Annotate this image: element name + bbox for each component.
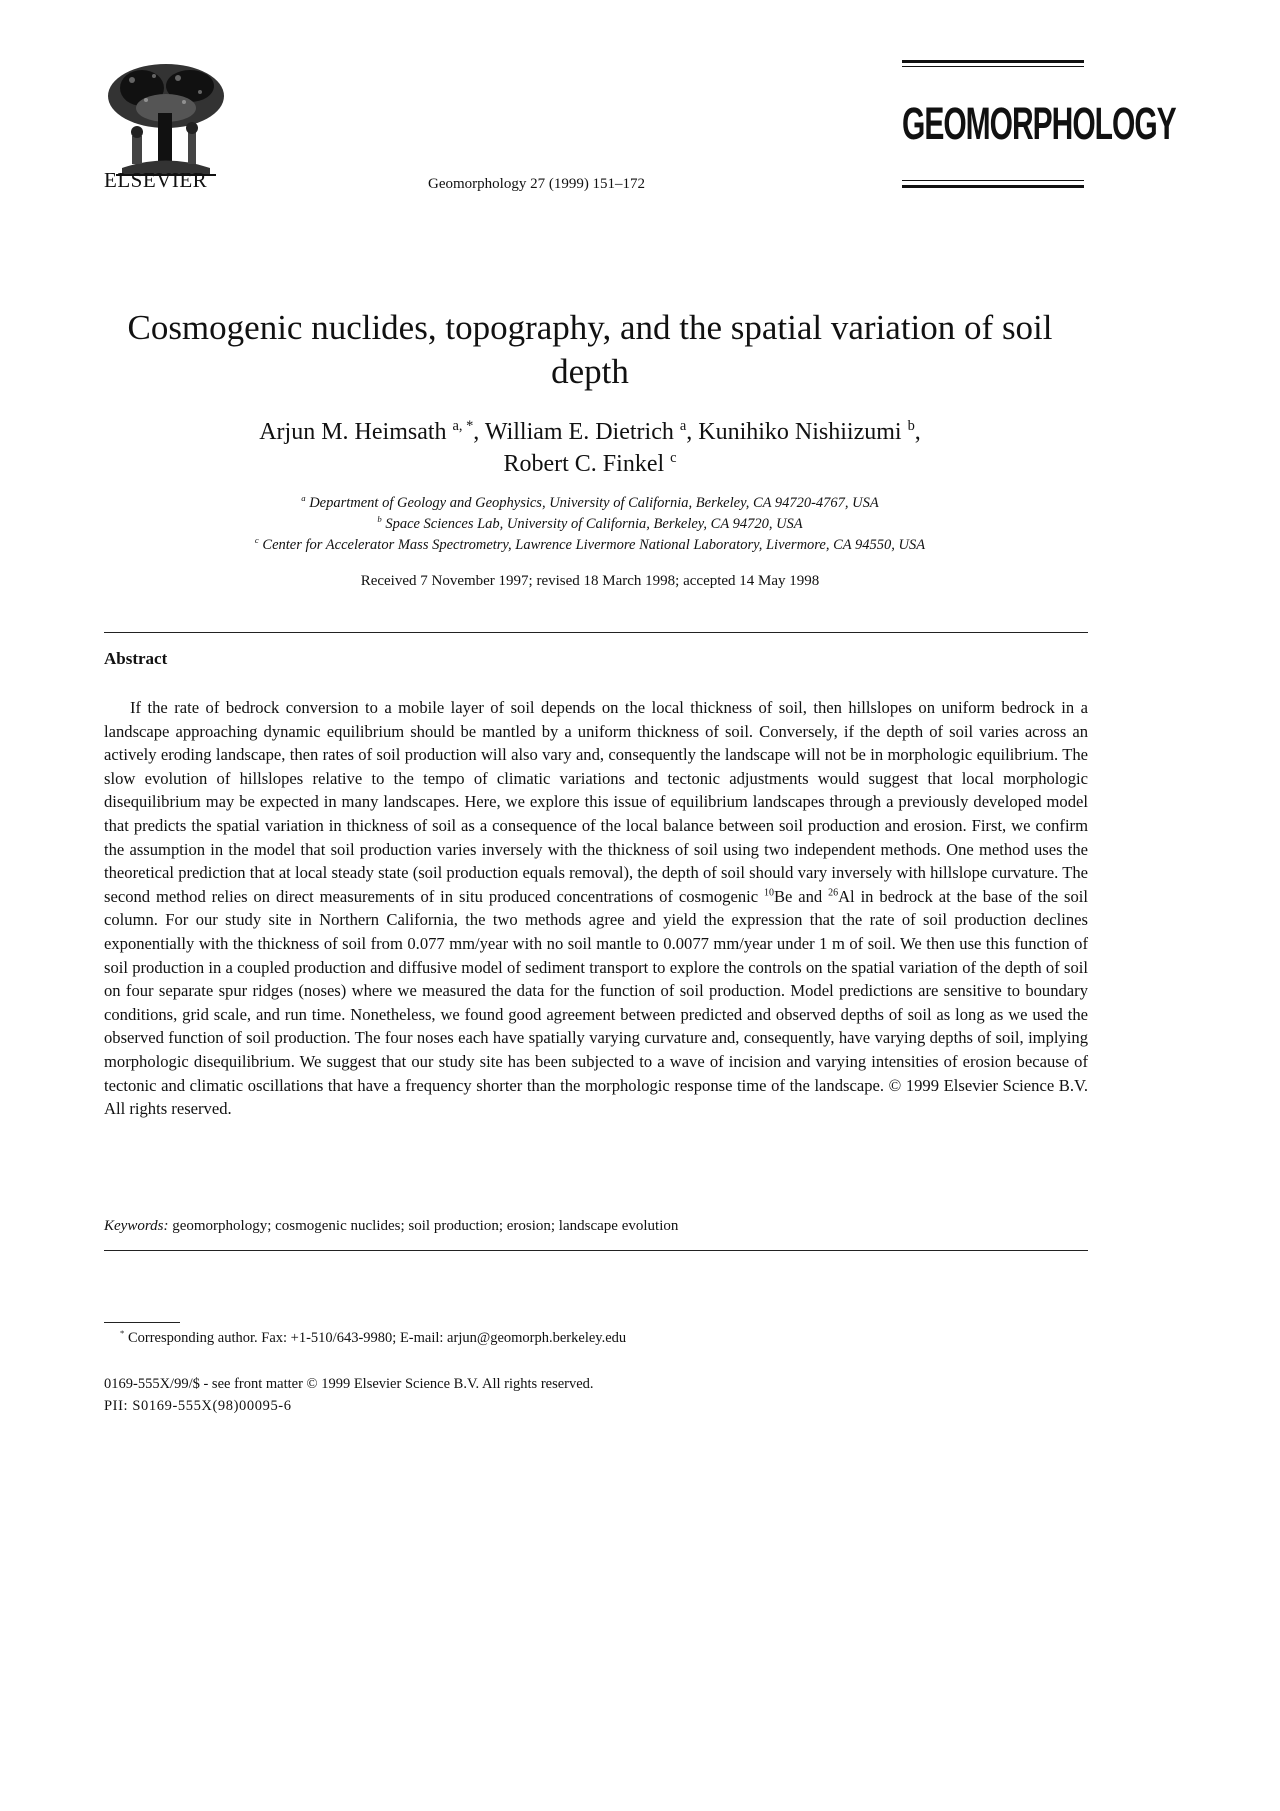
affiliation [90, 514, 1090, 535]
author-separator: , [473, 419, 485, 445]
keywords-text: geomorphology; cosmogenic nuclides; soil production; erosion; landscape evolution [168, 1218, 679, 1234]
author-separator: , [686, 419, 699, 445]
author-name: Arjun M. Heimsath [259, 419, 447, 445]
header-rule-bottom [902, 185, 1084, 188]
author-affiliation-mark: a [679, 418, 687, 434]
author-affiliation-mark: a, * [452, 418, 474, 434]
author-list [90, 416, 1090, 480]
header-rule-top-thin [902, 66, 1084, 67]
header-rule-top [902, 60, 1084, 63]
publisher-name: ELSEVIER [104, 168, 208, 192]
author-affiliation-mark: c [670, 450, 677, 466]
divider-top [104, 632, 1088, 633]
copyright-line: 0169-555X/99/$ - see front matter © 1999 Elsevier Science B.V. All rights reserved. [104, 1376, 594, 1392]
keywords-label: Keywords: [104, 1218, 169, 1234]
divider-bottom [104, 1250, 1088, 1251]
affiliation [90, 535, 1090, 556]
be-isotope-mass: 10 [763, 887, 774, 899]
pii-line: PII: S0169-555X(98)00095-6 [104, 1398, 292, 1414]
abstract-text: Al in bedrock at the base of the soil column. For our study site in Northern California, the two methods agree and yield the expression that the rate of soil production declines exponentially with the thickness of soil from 0.077 mm/year with no soil mantle to 0.0077 mm/year under 1 m of soil. We then use this function of soil production in a coupled production and diffusive model of sediment transport to explore the controls on the spatial variation of the depth of soil on four separate spur ridges (noses) where we measured the data for the function of soil production. Model predictions are sensitive to boundary conditions, grid scale, and run time. Nonetheless, we found good agreement between predicted and observed depths of soil as long as we used the observed function of soil production. The four noses each have spatially varying curvature and, consequently, have varying depths of soil, implying morphologic disequilibrium. We suggest that our study site has been subjected to a wave of incision and varying intensities of erosion because of tectonic and climatic oscillations that have a frequency shorter than the morphologic response time of the landscape. © 1999 Elsevier Science B.V. All rights reserved. [104, 886, 1088, 1119]
abstract-text: Be and [773, 886, 829, 906]
author-name: William E. Dietrich [484, 419, 674, 445]
keywords [104, 1218, 678, 1235]
affiliation-mark: a [301, 493, 306, 504]
affiliation [90, 493, 1090, 514]
journal-reference: Geomorphology 27 (1999) 151–172 [428, 176, 646, 192]
article-title: Cosmogenic nuclides, topography, and the spatial variation of soil depth [127, 308, 1053, 391]
author-name: Kunihiko Nishiizumi [698, 419, 902, 445]
corresponding-author-footnote [120, 1330, 626, 1347]
author-separator: , [914, 419, 921, 445]
author-affiliation-mark: b [907, 418, 915, 434]
affiliation-mark: b [377, 514, 382, 525]
journal-name: GEOMORPHOLOGY [902, 100, 1176, 150]
footnote-mark: * [120, 1328, 125, 1339]
affiliation-list [90, 493, 1090, 556]
author-name: Robert C. Finkel [503, 451, 665, 477]
affiliation-text: Center for Accelerator Mass Spectrometry, Lawrence Livermore National Laboratory, Livermore, CA 94550, USA [262, 537, 926, 553]
received-dates: Received 7 November 1997; revised 18 March 1998; accepted 14 May 1998 [360, 573, 820, 589]
affiliation-text: Space Sciences Lab, University of California, Berkeley, CA 94720, USA [385, 516, 803, 532]
affiliation-mark: c [254, 535, 259, 546]
abstract-body [104, 696, 1088, 1121]
abstract-text: If the rate of bedrock conversion to a mobile layer of soil depends on the local thickness of soil, then hillslopes on uniform bedrock in a landscape approaching dynamic equilibrium should be mantled by a uniform thickness of soil. Conversely, if the depth of soil varies across an actively eroding landscape, then rates of soil production will also vary and, consequently the landscape will not be in morphologic equilibrium. The slow evolution of hillslopes relative to the tempo of climatic variations and tectonic adjustments would suggest that local morphologic disequilibrium may be expected in many landscapes. Here, we explore this issue of equilibrium landscapes through a previously developed model that predicts the spatial variation in thickness of soil as a consequence of the local balance between soil production and erosion. First, we confirm the assumption in the model that soil production varies inversely with the thickness of soil using two independent methods. One method uses the theoretical prediction that at local steady state (soil production equals removal), the depth of soil should vary inversely with hillslope curvature. The second method relies on direct measurements of in situ produced concentrations of cosmogenic [104, 698, 1088, 906]
footnote-text: Corresponding author. Fax: +1-510/643-9980; E-mail: arjun@geomorph.berkeley.edu [127, 1330, 627, 1346]
footnote-rule [104, 1322, 180, 1323]
abstract-heading: Abstract [104, 649, 168, 668]
header-rule-bottom-thin [902, 180, 1084, 181]
al-isotope-mass: 26 [828, 887, 839, 899]
affiliation-text: Department of Geology and Geophysics, University of California, Berkeley, CA 94720-4767, USA [309, 495, 879, 511]
